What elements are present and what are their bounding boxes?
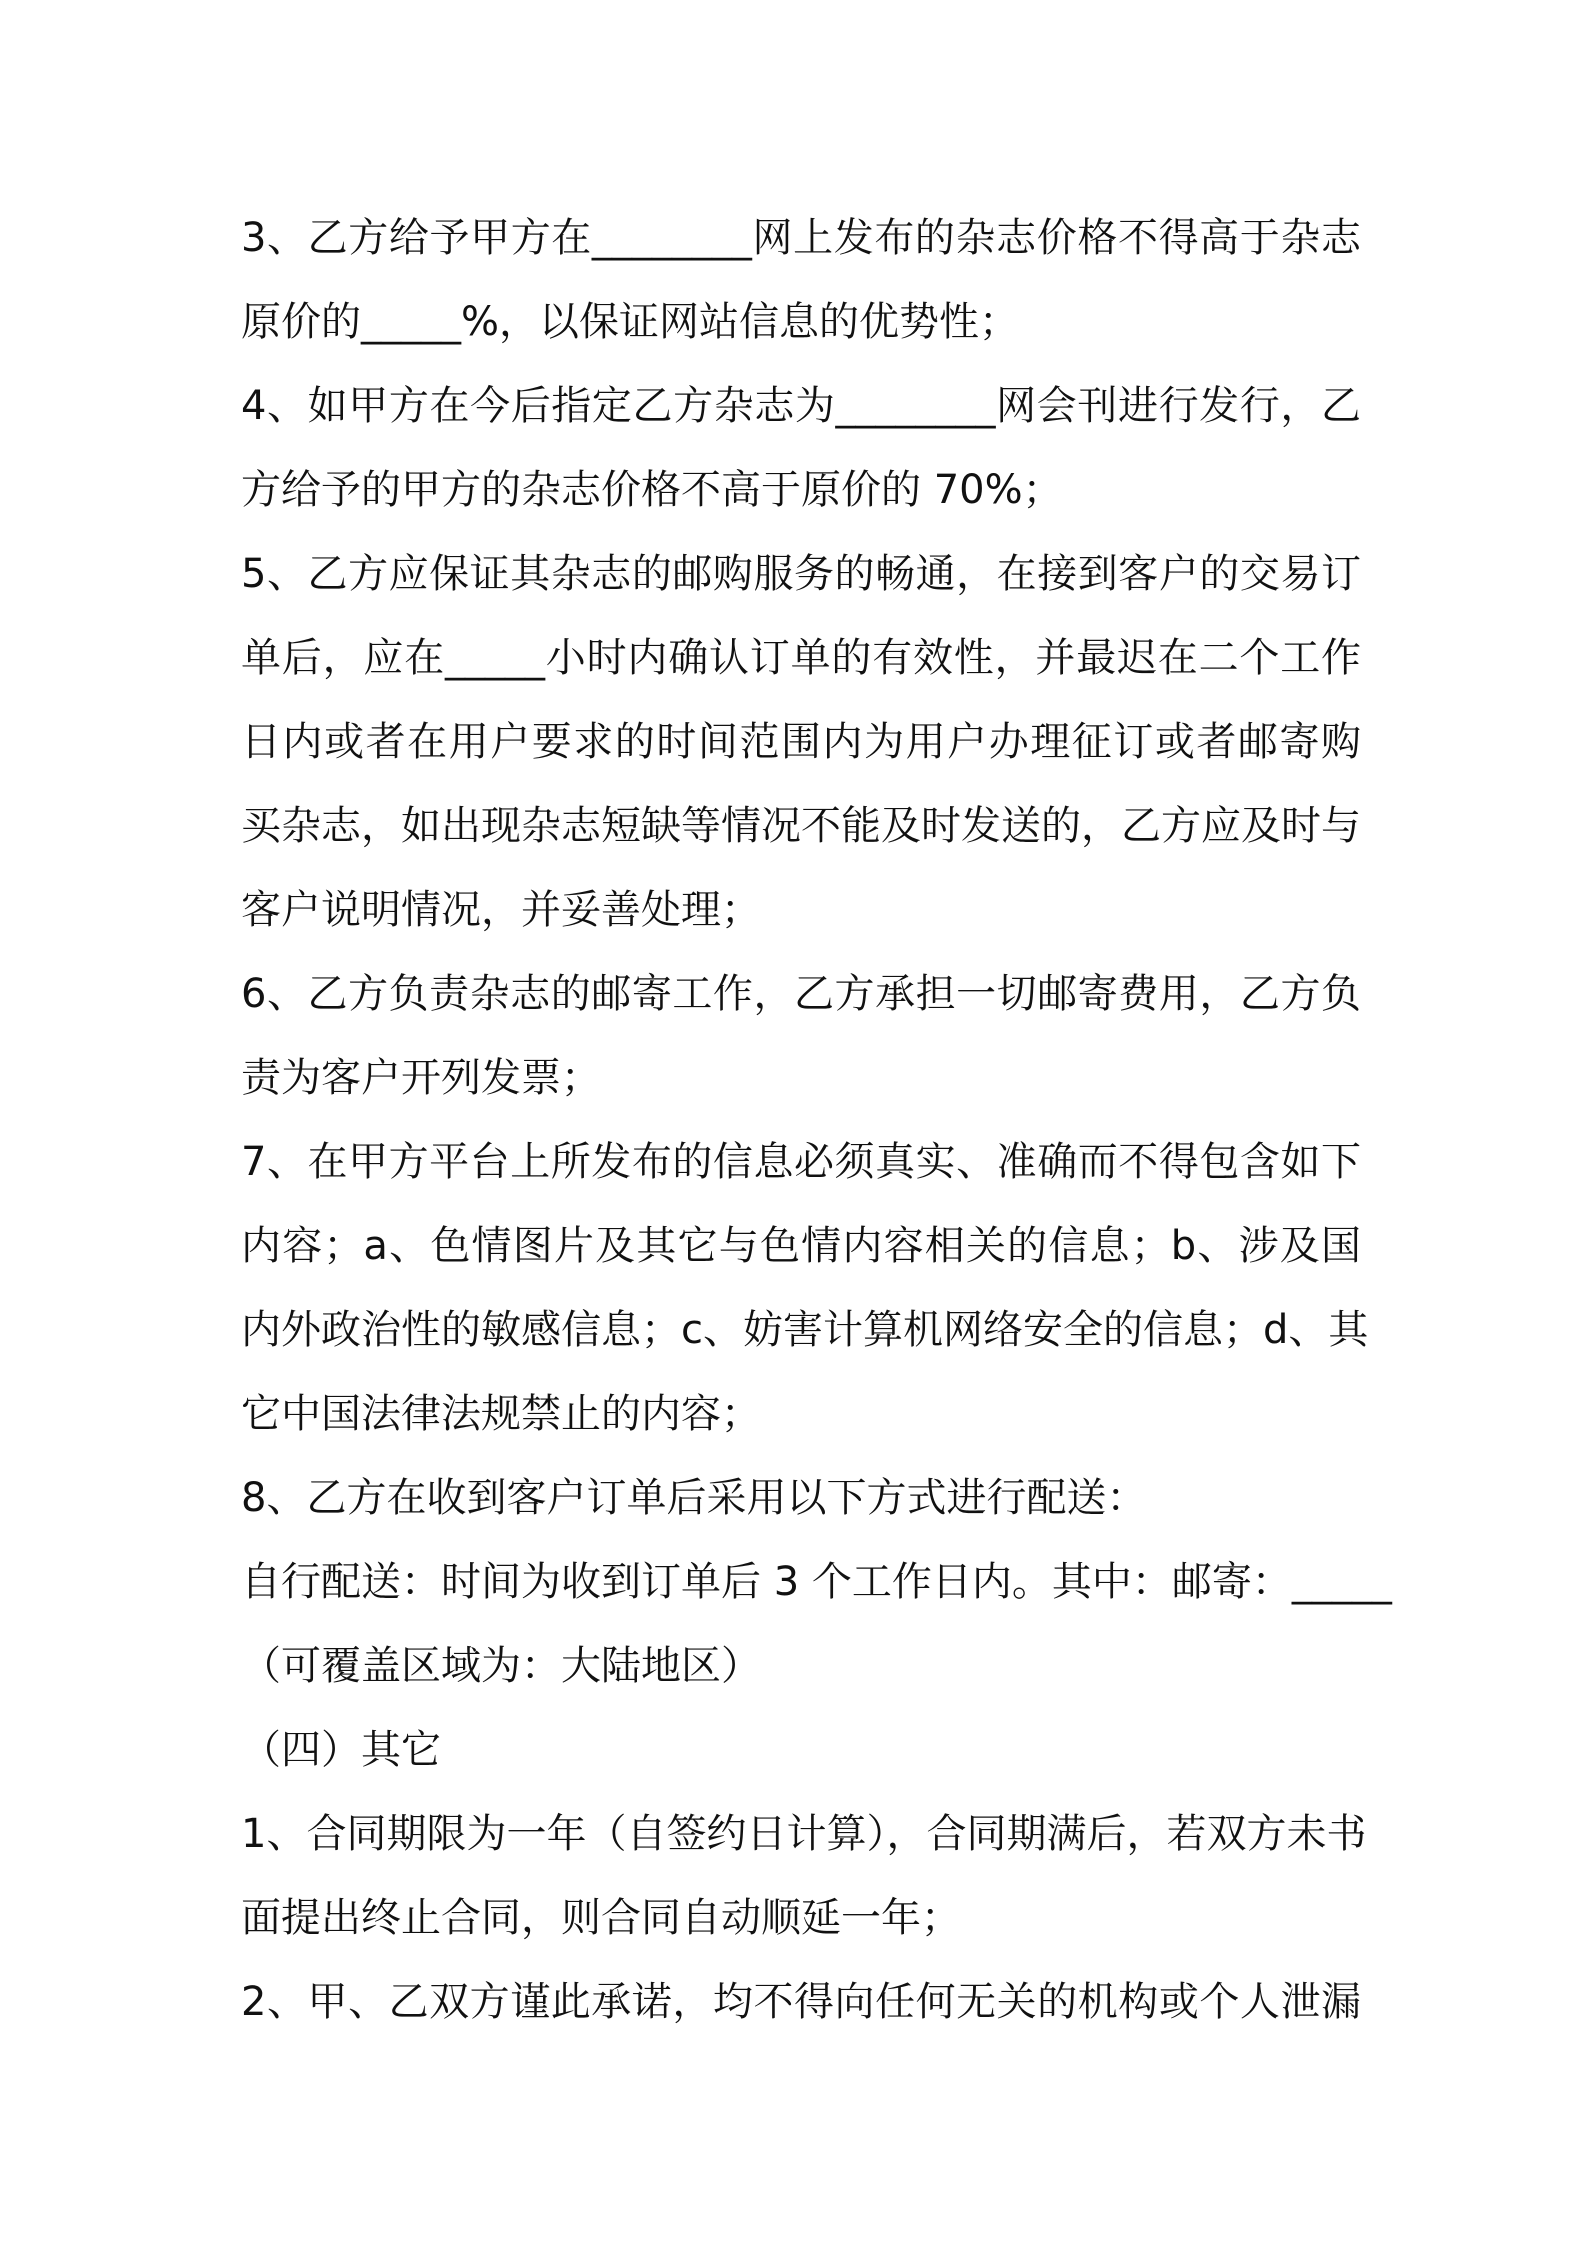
text-line-2: 原价的_____%，以保证网站信息的优势性； xyxy=(241,299,1020,345)
text-line-4: 方给予的甲方的杂志价格不高于原价的 70%； xyxy=(241,467,1063,513)
text-line-9: 客户说明情况，并妥善处理； xyxy=(241,887,761,933)
text-line-11: 责为客户开列发票； xyxy=(241,1055,601,1101)
text-line-1: 3、乙方给予甲方在________网上发布的杂志价格不得高于杂志 xyxy=(241,215,1361,261)
text-line-15: 它中国法律法规禁止的内容； xyxy=(241,1391,761,1437)
text-line-6: 单后，应在_____小时内确认订单的有效性，并最迟在二个工作 xyxy=(241,635,1361,681)
text-line-16: 8、乙方在收到客户订单后采用以下方式进行配送： xyxy=(241,1475,1147,1521)
text-line-18: （可覆盖区域为：大陆地区） xyxy=(241,1643,761,1689)
text-line-21: 面提出终止合同，则合同自动顺延一年； xyxy=(241,1895,961,1941)
text-line-5: 5、乙方应保证其杂志的邮购服务的畅通，在接到客户的交易订 xyxy=(241,551,1361,597)
text-line-14: 内外政治性的敏感信息；c、妨害计算机网络安全的信息；d、其 xyxy=(241,1307,1369,1353)
document-body xyxy=(241,196,1392,2044)
text-line-12: 7、在甲方平台上所发布的信息必须真实、准确而不得包含如下 xyxy=(241,1139,1361,1185)
text-line-7: 日内或者在用户要求的时间范围内为用户办理征订或者邮寄购 xyxy=(241,719,1361,765)
text-line-13: 内容；a、色情图片及其它与色情内容相关的信息；b、涉及国 xyxy=(241,1223,1361,1269)
text-line-3: 4、如甲方在今后指定乙方杂志为________网会刊进行发行，乙 xyxy=(241,383,1361,429)
section-heading-other: （四）其它 xyxy=(241,1727,441,1773)
text-line-8: 买杂志，如出现杂志短缺等情况不能及时发送的，乙方应及时与 xyxy=(241,803,1361,849)
text-line-17: 自行配送：时间为收到订单后 3 个工作日内。其中：邮寄：_____ xyxy=(241,1559,1392,1605)
text-line-22: 2、甲、乙双方谨此承诺，均不得向任何无关的机构或个人泄漏 xyxy=(241,1979,1361,2025)
text-line-10: 6、乙方负责杂志的邮寄工作，乙方承担一切邮寄费用，乙方负 xyxy=(241,971,1361,1017)
text-line-20: 1、合同期限为一年（自签约日计算），合同期满后，若双方未书 xyxy=(241,1811,1367,1857)
